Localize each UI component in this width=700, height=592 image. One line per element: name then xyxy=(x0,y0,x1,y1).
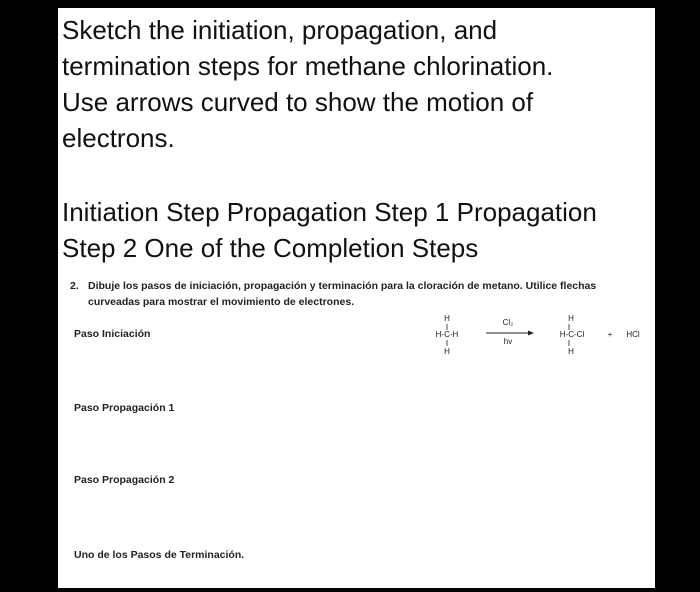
reaction-arrowhead xyxy=(528,331,534,336)
product-formula: H-C-Cl xyxy=(559,330,585,339)
instruction-line: curveadas para mostrar el movimiento de electrones. xyxy=(88,296,355,308)
plus-sign: + xyxy=(607,330,613,339)
byproduct-hcl: HCl xyxy=(626,330,640,339)
question-line: termination steps for methane chlorination. xyxy=(62,51,554,81)
worksheet-instruction xyxy=(70,278,596,310)
question-number: 2. xyxy=(70,280,79,292)
reagent-hv: hv xyxy=(503,337,513,346)
reactant-top-h: H xyxy=(444,314,450,323)
termination-label: Uno de los Pasos de Terminación. xyxy=(74,549,245,561)
instruction-line: Dibuje los pasos de iniciación, propagación y terminación para la cloración de metano. Utilice flechas xyxy=(88,280,597,292)
reagent-cl2: Cl₂ xyxy=(502,318,514,327)
question-text xyxy=(62,12,553,156)
steps-text xyxy=(62,194,597,266)
reactant-formula: H-C-H xyxy=(435,330,459,339)
steps-line: Initiation Step Propagation Step 1 Propagation xyxy=(62,197,597,227)
propagation1-label: Paso Propagación 1 xyxy=(74,402,175,414)
question-line: Sketch the initiation, propagation, and xyxy=(62,15,498,45)
steps-line: Step 2 One of the Completion Steps xyxy=(62,233,479,263)
question-line: Use arrows curved to show the motion of xyxy=(62,87,534,117)
reactant-bottom-h: H xyxy=(444,347,450,356)
product-bottom-h: H xyxy=(568,347,574,356)
question-line: electrons. xyxy=(62,123,175,153)
product-top-h: H xyxy=(568,314,574,323)
propagation2-label: Paso Propagación 2 xyxy=(74,474,175,486)
reaction-scheme xyxy=(420,312,660,362)
worksheet-image xyxy=(70,278,655,588)
document-page xyxy=(58,8,655,588)
initiation-label: Paso Iniciación xyxy=(74,328,151,340)
